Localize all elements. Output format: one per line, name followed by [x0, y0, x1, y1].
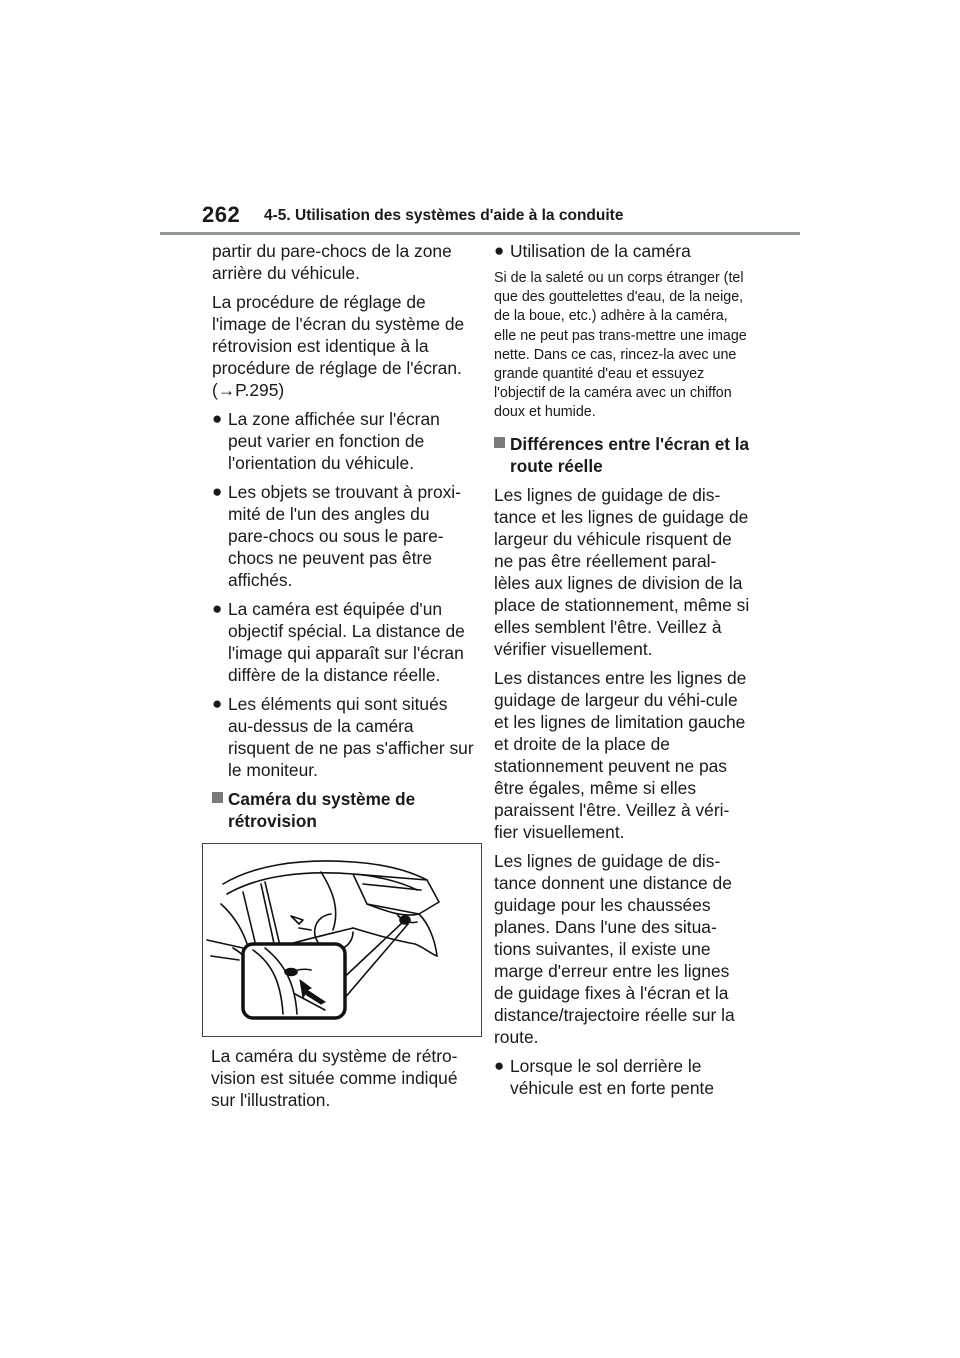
- paragraph: partir du pare-chocs de la zone arrière du véhicule.: [212, 241, 452, 283]
- square-marker-icon: [494, 437, 505, 448]
- bullet-icon: ●: [212, 482, 223, 501]
- bullet-icon: ●: [212, 694, 223, 713]
- figure-caption: La caméra du système de rétro-vision est située comme indiqué sur l'illustration.: [211, 1046, 458, 1110]
- list-item: [212, 408, 474, 474]
- list-item: [494, 240, 750, 262]
- right-column: [494, 240, 750, 1106]
- bullet-icon: ●: [212, 409, 223, 428]
- paragraph: Les distances entre les lignes de guidage de largeur du véhi-cule et les lignes de limitation gauche et droite de la place de stationnement peuvent ne pas être égales, même si elles paraissent l'être. Veillez à véri-fier visuellement.: [494, 667, 747, 842]
- bullet-icon: ●: [494, 1055, 505, 1075]
- section-heading: [212, 788, 474, 832]
- list-item-text: La caméra est équipée d'un objectif spécial. La distance de l'image qui apparaît sur l'écran diffère de la distance réelle.: [228, 599, 465, 685]
- section-heading-text: Caméra du système de rétrovision: [228, 789, 416, 831]
- left-column: [212, 240, 474, 1111]
- list-item: [494, 1055, 750, 1099]
- note-text: Si de la saleté ou un corps étranger (tel que des gouttelettes d'eau, de la neige, de la boue, etc.) adhère à la caméra, elle ne peut pas trans-mettre une image nette. Dans ce cas, rincez-la avec une grande quantité d'eau et essuyez l'objectif de la caméra avec un chiffon doux et humide.: [494, 270, 747, 421]
- camera-location-illustration: [202, 843, 482, 1037]
- section-heading: [494, 433, 750, 477]
- page-number: 262: [202, 202, 241, 227]
- page-header: [160, 200, 800, 236]
- chapter-title: 4-5. Utilisation des systèmes d'aide à la conduite: [264, 207, 624, 224]
- list-item-text: La zone affichée sur l'écran peut varier en fonction de l'orientation du véhicule.: [228, 409, 440, 473]
- list-item-text: Les objets se trouvant à proxi-mité de l'un des angles du pare-chocs ou sous le pare-chocs ne peuvent pas être affichés.: [228, 482, 461, 590]
- square-marker-icon: [212, 792, 223, 803]
- paragraph: Les lignes de guidage de dis-tance donnent une distance de guidage pour les chaussées planes. Dans l'une des situa-tions suivantes, il existe une marge d'erreur entre les lignes de guidage fixes à l'écran et la distance/trajectoire réelle sur la route.: [494, 850, 735, 1047]
- list-item-text: Lorsque le sol derrière le véhicule est en forte pente: [510, 1055, 714, 1098]
- car-rear-illustration: [203, 844, 481, 1036]
- list-item: [212, 693, 474, 781]
- list-item-text: Utilisation de la caméra: [510, 241, 691, 261]
- header-divider: [160, 232, 800, 235]
- paragraph: Les lignes de guidage de dis-tance et les lignes de guidage de largeur du véhicule risquent de ne pas être réellement paral-lèles aux lignes de division de la place de stationnement, même si elles semblent l'être. Veillez à vérifier visuellement.: [494, 484, 750, 659]
- bullet-icon: ●: [212, 599, 223, 618]
- list-item: [212, 481, 474, 591]
- section-heading-text: Différences entre l'écran et la route réelle: [510, 433, 750, 476]
- list-item: [212, 598, 474, 686]
- paragraph: La procédure de réglage de l'image de l'écran du système de rétrovision est identique à la procédure de réglage de l'écran. (→P.295): [212, 292, 465, 400]
- list-item-text: Les éléments qui sont situés au-dessus de la caméra risquent de ne pas s'afficher sur le moniteur.: [228, 694, 474, 780]
- bullet-icon: ●: [494, 241, 505, 260]
